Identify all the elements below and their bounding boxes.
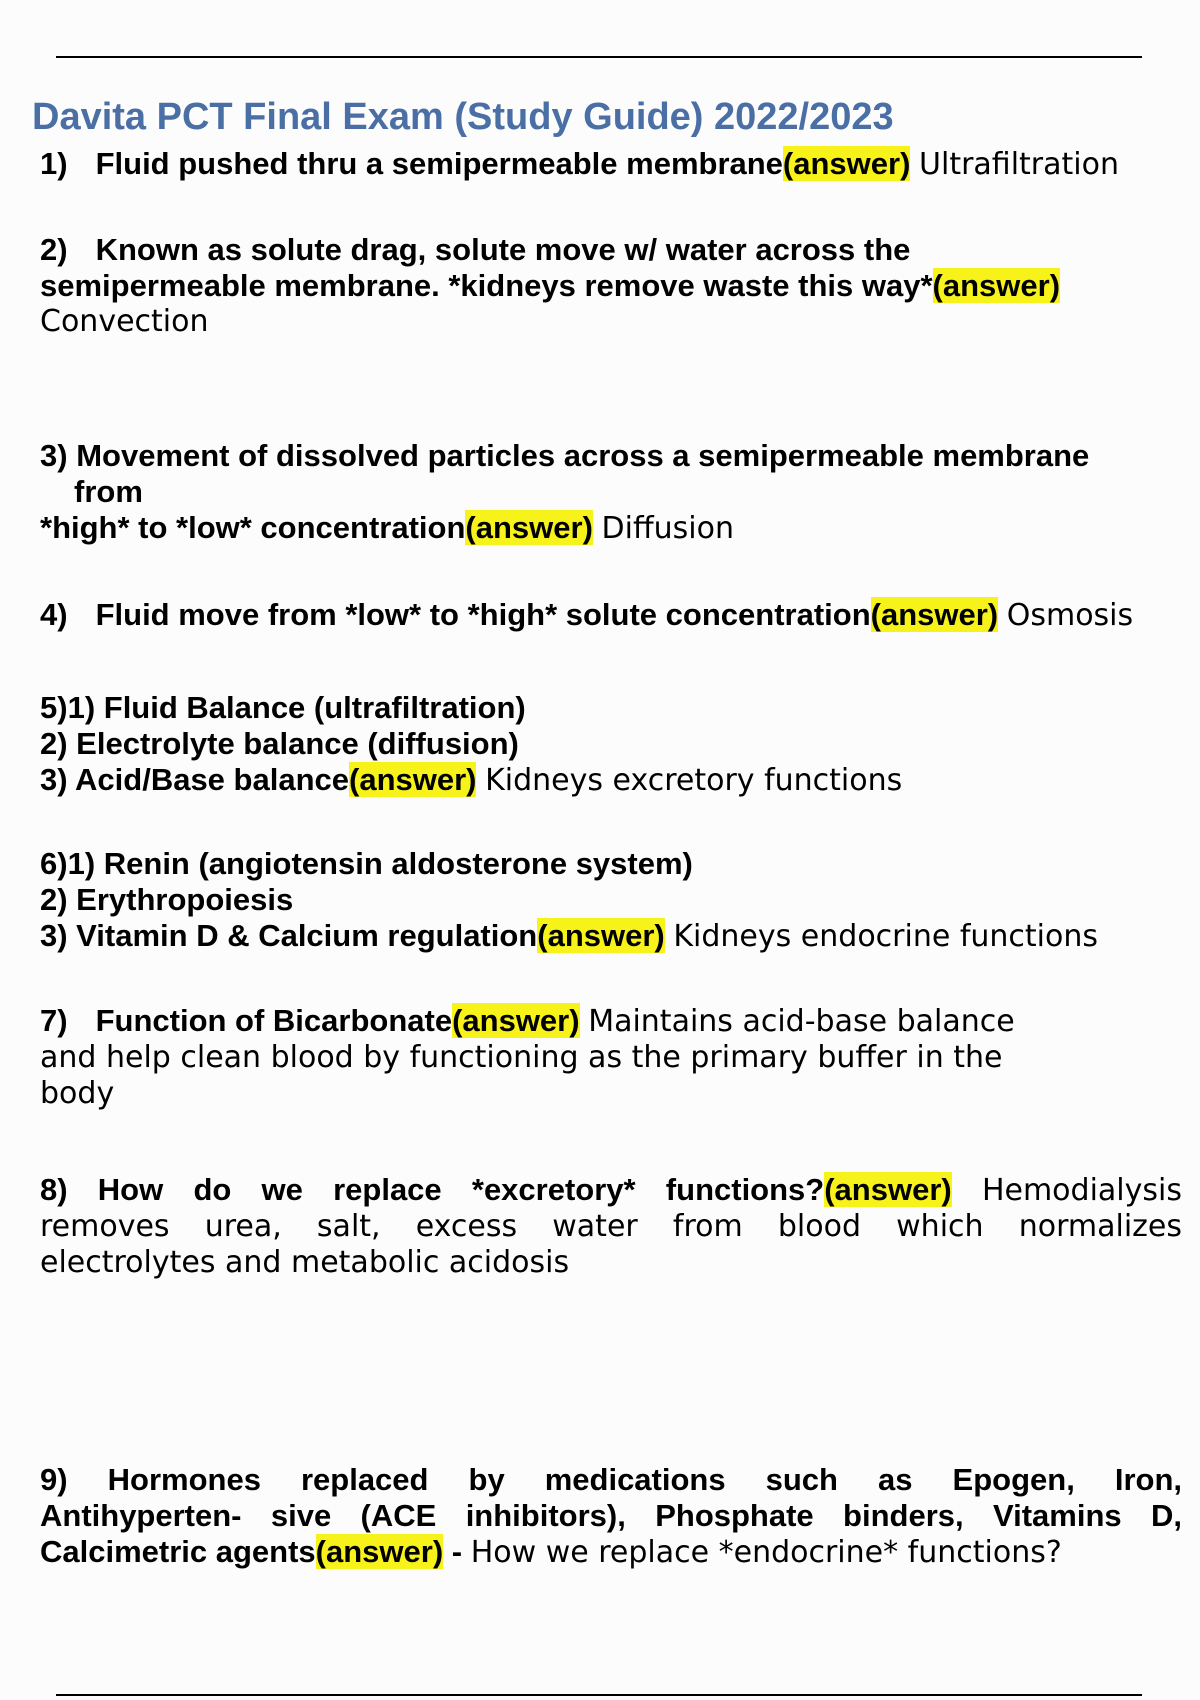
question-text: 3) Acid/Base balance (40, 762, 349, 797)
page-title: Davita PCT Final Exam (Study Guide) 2022/2023 (32, 96, 894, 138)
answer-text: removes urea, salt, excess water from blood which normalizes (40, 1209, 1182, 1244)
question-text: Antihyperten- sive (ACE inhibitors), Phosphate binders, Vitamins D, (40, 1498, 1182, 1533)
answer-tag: (answer) (537, 918, 665, 953)
question-text: 1) Fluid Balance (ultrafiltration) (67, 690, 526, 725)
question-number: 1) (40, 146, 68, 181)
answer-text: Convection (40, 304, 209, 339)
question-text: from (74, 474, 143, 509)
question-number: 3) (40, 438, 68, 473)
question-text: *high* to *low* concentration (40, 510, 466, 545)
question-5 (40, 690, 1182, 799)
question-text: 2) Erythropoiesis (40, 882, 294, 917)
answer-tag: (answer) (782, 146, 911, 181)
question-number: 9) (40, 1462, 68, 1497)
answer-tag: (answer) (932, 268, 1061, 303)
answer-tag: (answer) (452, 1003, 580, 1038)
answer-text: Maintains acid-base balance (588, 1004, 1015, 1039)
question-text: Known as solute drag, solute move w/ water across the (95, 232, 911, 267)
question-3 (40, 438, 1182, 547)
answer-text: Kidneys endocrine functions (673, 919, 1099, 954)
answer-text: Diffusion (601, 511, 734, 546)
question-text: Hormones replaced by medications such as Epogen, Iron, (107, 1462, 1183, 1497)
question-number: 7) (40, 1003, 68, 1038)
question-text: Fluid move from *low* to *high* solute concentration (95, 597, 871, 632)
question-text: How do we replace *excretory* functions? (97, 1172, 825, 1207)
question-number: 2) (40, 232, 68, 267)
question-text: Calcimetric agents (40, 1534, 316, 1569)
question-6 (40, 846, 1182, 955)
question-number: 4) (40, 597, 68, 632)
question-text: 1) Renin (angiotensin aldosterone system) (67, 846, 693, 881)
question-text: Function of Bicarbonate (95, 1003, 453, 1038)
answer-tag: (answer) (349, 762, 477, 797)
question-7 (40, 1003, 1182, 1112)
question-text: Fluid pushed thru a semipermeable membrane (95, 146, 783, 181)
answer-tag: (answer) (824, 1172, 952, 1207)
answer-text: How we replace *endocrine* functions? (470, 1535, 1062, 1570)
answer-text: Osmosis (1006, 598, 1134, 633)
answer-text: body (40, 1076, 115, 1111)
bottom-rule (56, 1694, 1142, 1696)
answer-text: and help clean blood by functioning as the primary buffer in the (40, 1040, 1003, 1075)
question-text: Movement of dissolved particles across a semipermeable membrane (76, 438, 1090, 473)
question-8 (40, 1172, 1182, 1281)
question-1 (40, 146, 1182, 183)
answer-text: electrolytes and metabolic acidosis (40, 1245, 570, 1280)
question-number: 6) (40, 846, 68, 881)
question-2 (40, 232, 1182, 340)
question-number: 5) (40, 690, 68, 725)
answer-text: Kidneys excretory functions (485, 763, 903, 798)
top-rule (56, 56, 1142, 58)
answer-text: Ultrafiltration (919, 147, 1119, 182)
question-text: semipermeable membrane. *kidneys remove waste this way* (40, 268, 933, 303)
question-4 (40, 597, 1182, 634)
answer-tag: (answer) (315, 1534, 444, 1569)
separator: - (443, 1534, 471, 1569)
question-9 (40, 1462, 1182, 1571)
question-number: 8) (40, 1172, 68, 1207)
question-text: 3) Vitamin D & Calcium regulation (40, 918, 538, 953)
answer-text: Hemodialysis (981, 1173, 1182, 1208)
answer-tag: (answer) (465, 510, 593, 545)
question-text: 2) Electrolyte balance (diffusion) (40, 726, 519, 761)
answer-tag: (answer) (870, 597, 999, 632)
